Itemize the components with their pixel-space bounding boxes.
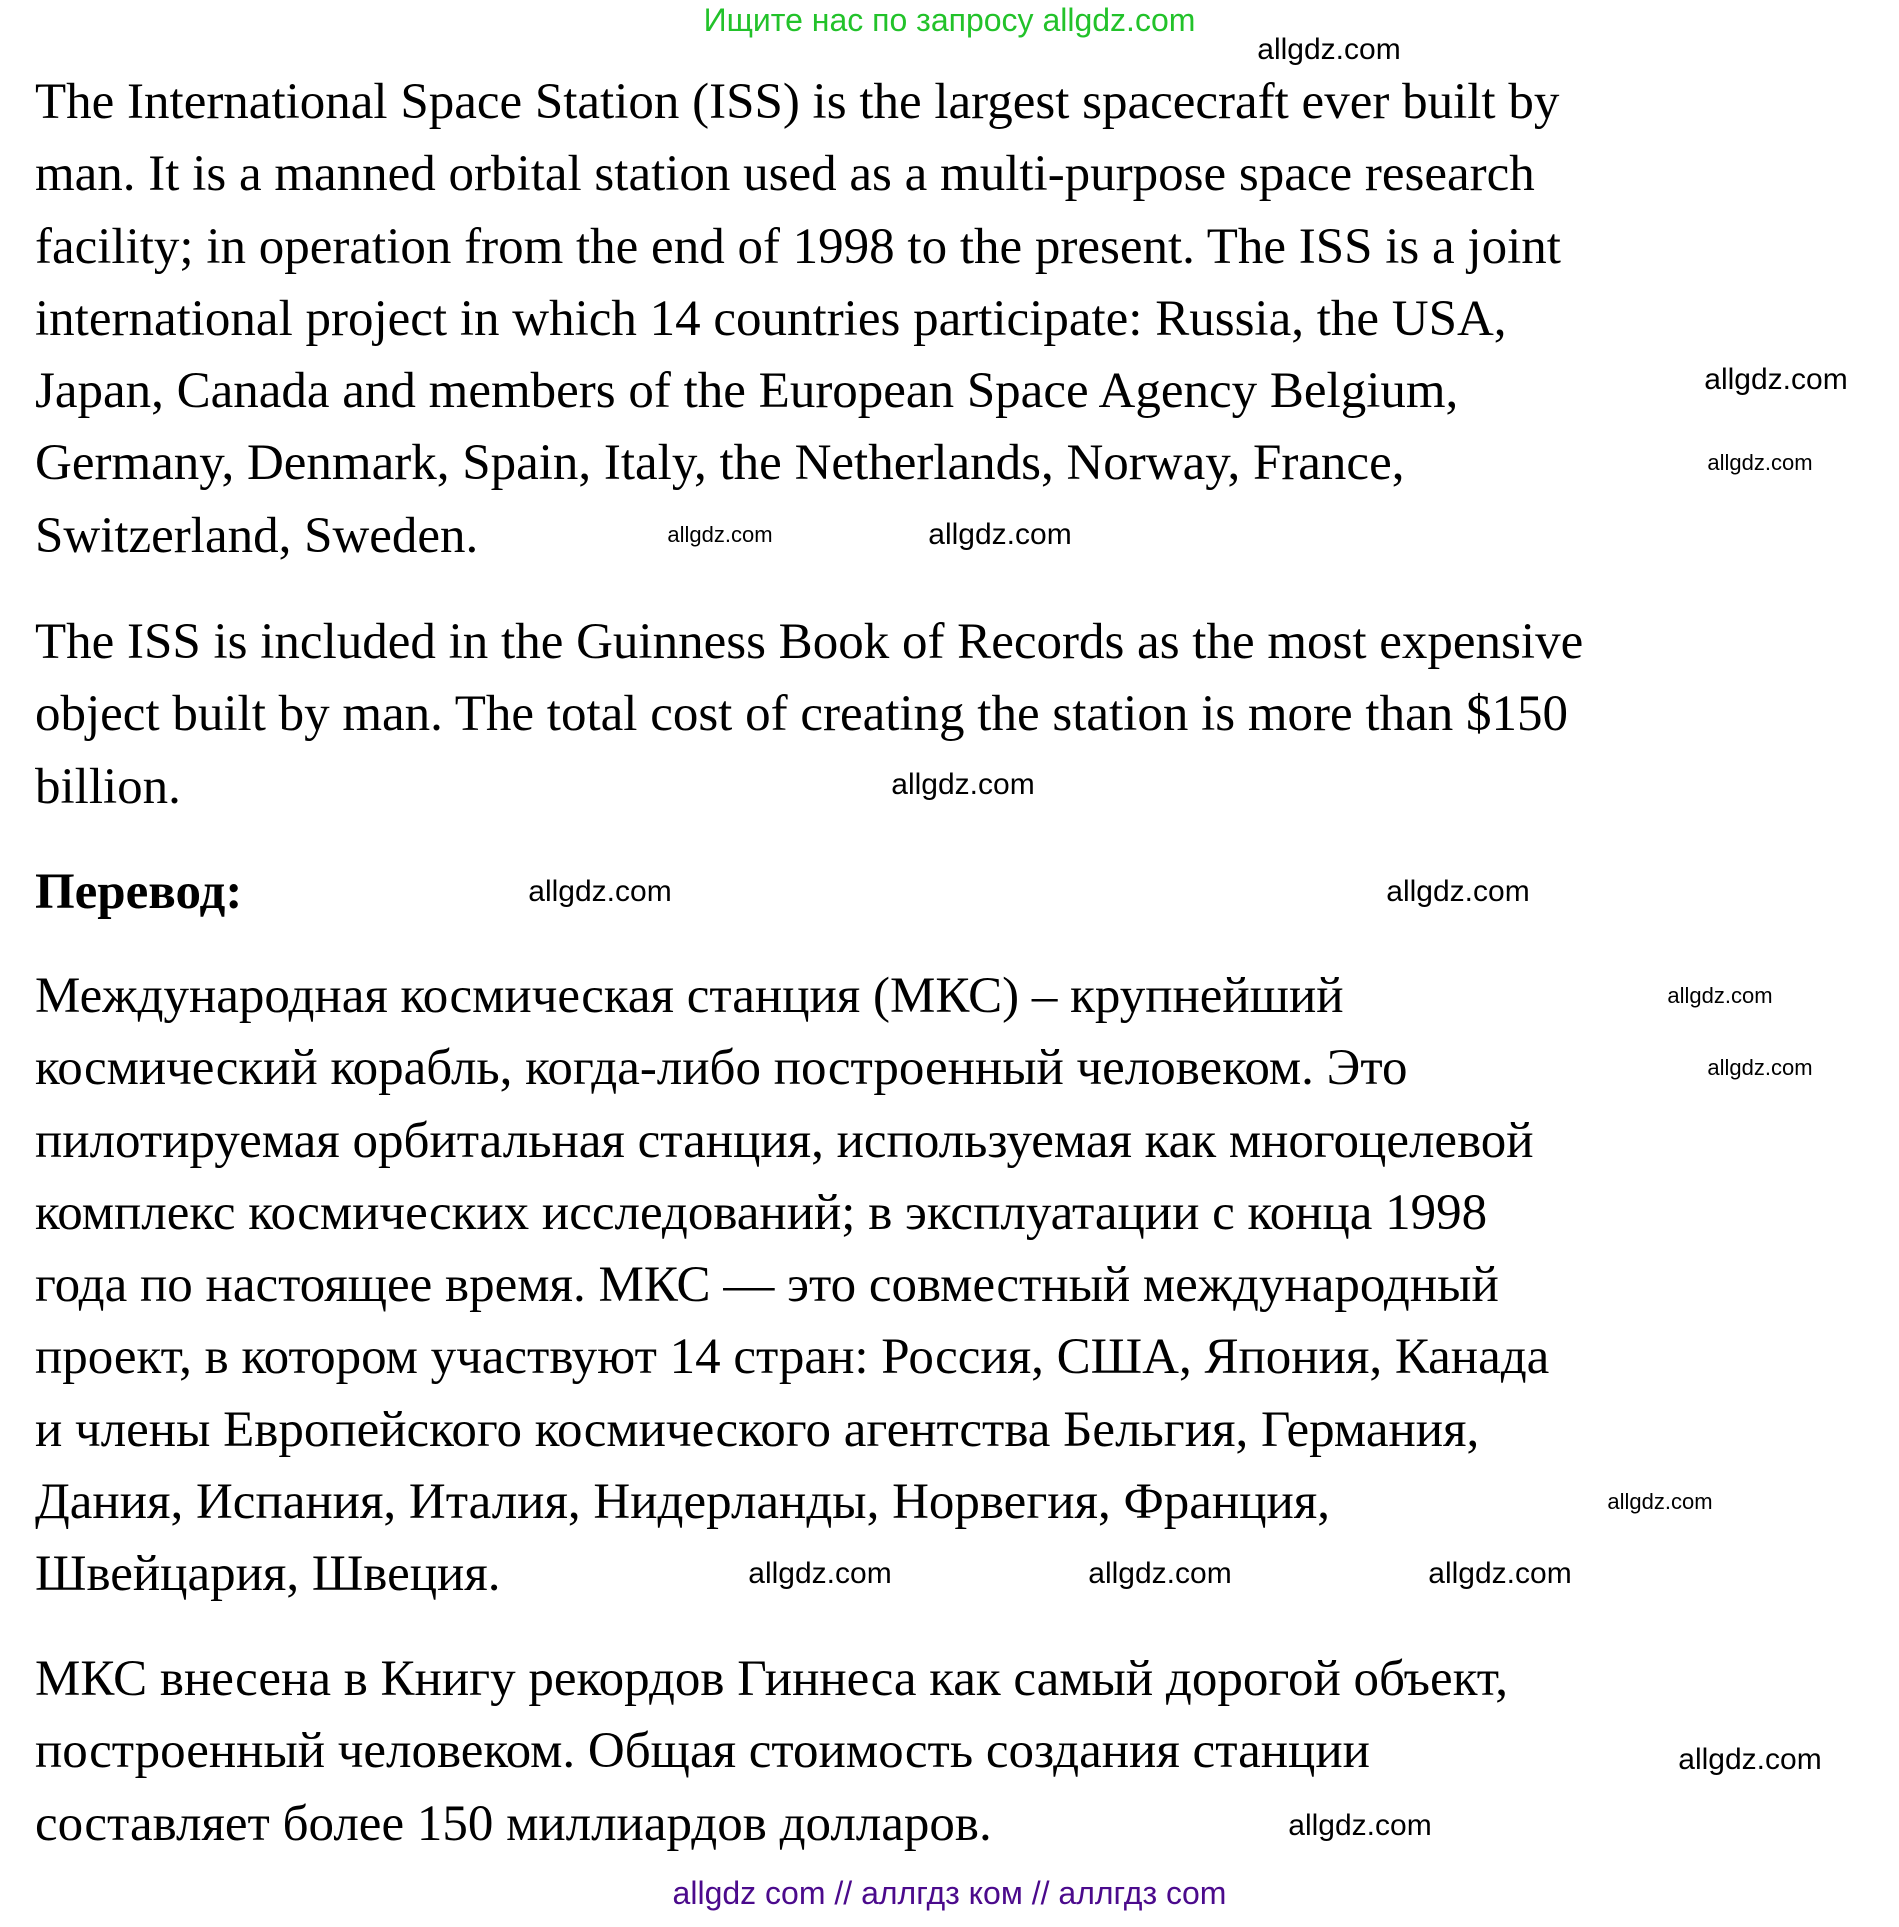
paragraph-en-2 [35, 606, 1583, 823]
text-line: Дания, Испания, Италия, Нидерланды, Норвегия, Франция, [35, 1474, 1330, 1531]
watermark: allgdz.com [1428, 1557, 1572, 1590]
text-line: Switzerland, Sweden. [35, 507, 479, 564]
text-line: МКС внесена в Книгу рекордов Гиннеса как самый дорогой объект, [35, 1651, 1508, 1707]
text-line: Japan, Canada and members of the European Space Agency Belgium, [35, 363, 1459, 420]
watermark: allgdz.com [1257, 33, 1401, 66]
text-line: Международная космическая станция (МКС) – крупнейший [35, 968, 1344, 1024]
watermark: allgdz.com [928, 518, 1072, 551]
watermark: allgdz.com [667, 522, 773, 547]
text-line: проект, в котором участвуют 14 стран: Россия, США, Япония, Канада [35, 1329, 1550, 1386]
text-line: facility; in operation from the end of 1998 to the present. The ISS is a joint [35, 218, 1561, 275]
paragraph-ru-2 [35, 1643, 1508, 1860]
paragraph-en-1 [35, 66, 1561, 572]
watermark: allgdz.com [1386, 875, 1530, 908]
text-line: man. It is a manned orbital station used as a multi-purpose space research [35, 146, 1535, 203]
text-line: The ISS is included in the Guinness Book of Records as the most expensive [35, 614, 1584, 670]
watermark: allgdz.com [748, 1557, 892, 1590]
watermark: allgdz.com [1288, 1809, 1432, 1842]
watermark: allgdz.com [1704, 363, 1848, 396]
search-hint-banner [0, 0, 1899, 40]
text-line: The International Space Station (ISS) is the largest spacecraft ever built by [35, 74, 1560, 130]
watermark: allgdz.com [1607, 1489, 1713, 1514]
text-line: Швейцария, Швеция. [35, 1546, 501, 1603]
watermark: allgdz.com [1088, 1557, 1232, 1590]
text-line: построенный человеком. Общая стоимость создания станции [35, 1723, 1370, 1780]
watermark: allgdz.com [528, 875, 672, 908]
paragraph-ru-1 [35, 960, 1549, 1611]
text-line: составляет более 150 миллиардов долларов. [35, 1795, 992, 1852]
text-line: Germany, Denmark, Spain, Italy, the Netherlands, Norway, France, [35, 435, 1405, 492]
text-line: object built by man. The total cost of creating the station is more than $150 [35, 686, 1568, 743]
footer-links: allgdz com // аллгдз ком // аллгдз com [672, 1875, 1227, 1911]
text-line: пилотируемая орбитальная станция, используемая как многоцелевой [35, 1112, 1534, 1169]
text-line: года по настоящее время. МКС — это совместный международный [35, 1257, 1499, 1314]
watermark: allgdz.com [1678, 1743, 1822, 1776]
text-line: космический корабль, когда-либо построенный человеком. Это [35, 1040, 1408, 1097]
watermark: allgdz.com [891, 768, 1035, 801]
watermark: allgdz.com [1707, 1055, 1813, 1080]
text-line: комплекс космических исследований; в эксплуатации с конца 1998 [35, 1184, 1488, 1241]
watermark: allgdz.com [1707, 450, 1813, 475]
text-line: и члены Европейского космического агентства Бельгия, Германия, [35, 1401, 1480, 1458]
text-line: billion. [35, 758, 181, 815]
text-line: international project in which 14 countries participate: Russia, the USA, [35, 290, 1507, 347]
watermark: allgdz.com [1667, 983, 1773, 1008]
translation-heading: Перевод: [35, 864, 243, 920]
search-hint-text: Ищите нас по запросу allgdz.com [703, 2, 1196, 38]
